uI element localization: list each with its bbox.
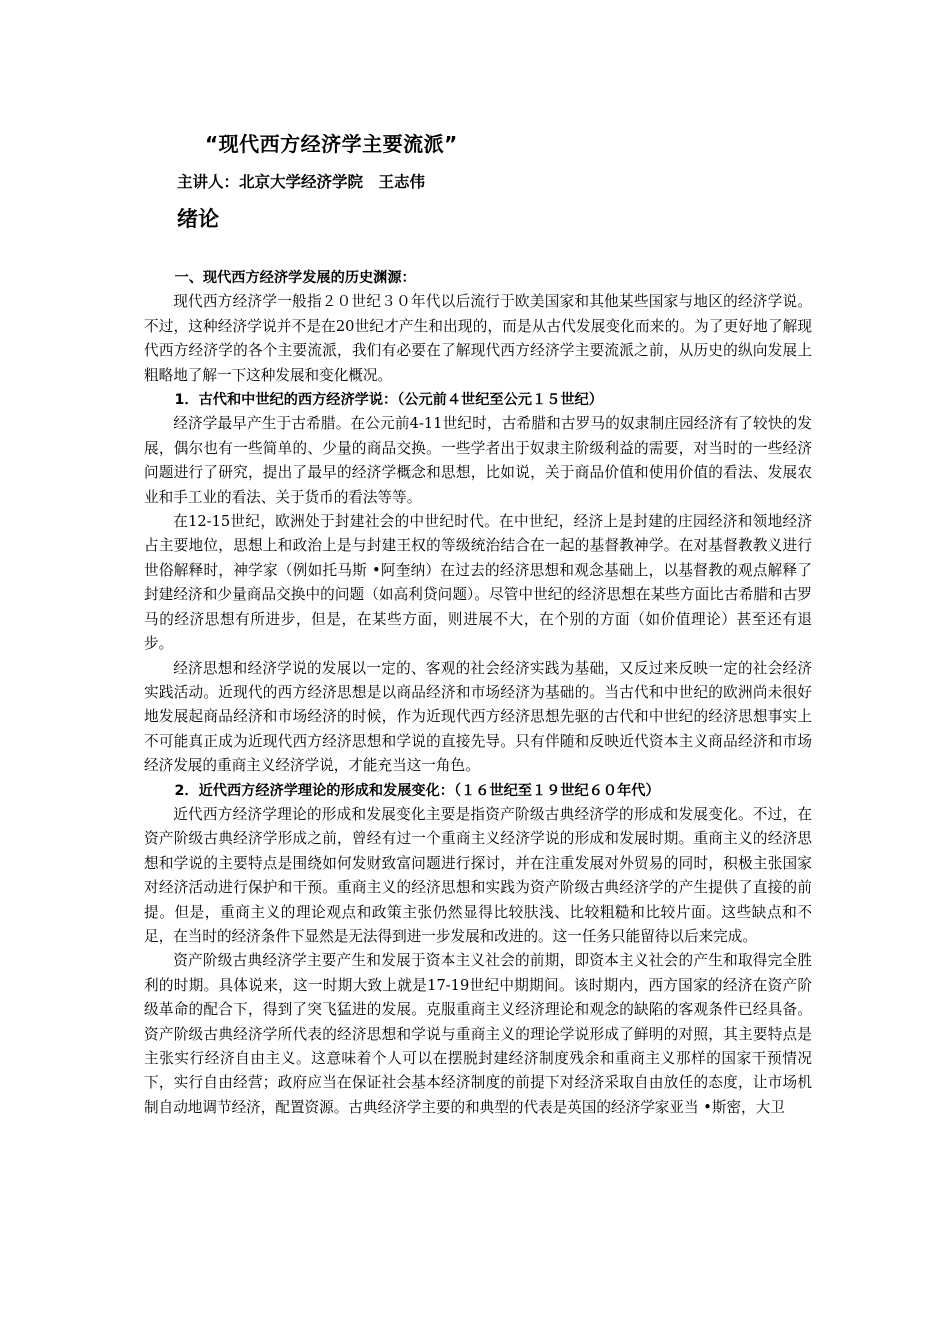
paragraph-middle-ages: 在12-15世纪，欧洲处于封建社会的中世纪时代。在中世纪，经济上是封建的庄园经济和领地经济占主要地位，思想上和政治上是与封建王权的等级统治结合在一起的基督教神学。在对基督教教义进行世俗解释时，神学家（例如托马斯 •阿奎纳）在过去的经济思想和观念基础上，以基督教的观点解释了封建经济和少量商品交换中的问题（如高利贷问题）。尽管中世纪的经济思想在某些方面比古希腊和古罗马的经济思想有所进步，但是，在某些方面，则进展不大，在个别的方面（如价值理论）甚至还有退步。 <box>144 513 812 653</box>
document-body <box>144 266 812 1120</box>
paragraph-mercantilism: 近代西方经济学理论的形成和发展变化主要是指资产阶级古典经济学的形成和发展变化。不过，在资产阶级古典经济学形成之前，曾经有过一个重商主义经济学说的形成和发展时期。重商主义的经济思想和学说的主要特点是围绕如何发财致富问题进行探讨，并在注重发展对外贸易的同时，积极主张国家对经济活动进行保护和干预。重商主义的经济思想和实践为资产阶级古典经济学的产生提供了直接的前提。但是，重商主义的理论观点和政策主张仍然显得比较肤浅、比较粗糙和比较片面。这些缺点和不足，在当时的经济条件下显然是无法得到进一步发展和改进的。这一任务只能留待以后来完成。 <box>144 805 812 945</box>
section-heading-history: 一、现代西方经济学发展的历史渊源： <box>174 270 416 286</box>
subsection-heading-modern: 2．近代西方经济学理论的形成和发展变化：（１６世纪至１９世纪６０年代） <box>174 782 660 799</box>
paragraph-economic-practice: 经济思想和经济学说的发展以一定的、客观的社会经济实践为基础，又反过来反映一定的社会经济实践活动。近现代的西方经济思想是以商品经济和市场经济为基础的。当古代和中世纪的欧洲尚未很好地发展起商品经济和市场经济的时候，作为近现代西方经济思想先驱的古代和中世纪的经济思想事实上不可能真正成为近现代西方经济思想和学说的直接先导。只有伴随和反映近代资本主义商品经济和市场经济发展的重商主义经济学说，才能充当这一角色。 <box>144 659 812 775</box>
paragraph-intro: 现代西方经济学一般指２０世纪３０年代以后流行于欧美国家和其他某些国家与地区的经济学说。不过，这种经济学说并不是在20世纪才产生和出现的，而是从古代发展变化而来的。为了更好地了解现代西方经济学的各个主要流派，我们有必要在了解现代西方经济学主要流派之前，从历史的纵向发展上粗略地了解一下这种发展和变化概况。 <box>144 293 812 384</box>
subsection-heading-ancient: 1．古代和中世纪的西方经济学说：（公元前４世纪至公元１５世纪） <box>174 392 603 409</box>
paragraph-ancient-greece: 经济学最早产生于古希腊。在公元前4-11世纪时，古希腊和古罗马的奴隶制庄园经济有了较快的发展，偶尔也有一些简单的、少量的商品交换。一些学者出于奴隶主阶级利益的需要，对当时的一些经济问题进行了研究，提出了最早的经济学概念和思想，比如说，关于商品价值和使用价值的看法、发展农业和手工业的看法、关于货币的看法等等。 <box>144 415 812 506</box>
chapter-heading: 绪论 <box>177 207 219 231</box>
speaker-line: 主讲人：北京大学经济学院 王志伟 <box>177 173 426 191</box>
document-title: “现代西方经济学主要流派” <box>205 132 458 156</box>
paragraph-classical-economics: 资产阶级古典经济学主要产生和发展于资本主义社会的前期，即资本主义社会的产生和取得完全胜利的时期。具体说来，这一时期大致上就是17-19世纪中期期间。该时期内，西方国家的经济在资产阶级革命的配合下，得到了突飞猛进的发展。克服重商主义经济理论和观念的缺陷的客观条件已经具备。资产阶级古典经济学所代表的经济思想和学说与重商主义的理论学说形成了鲜明的对照，其主要特点是主张实行经济自由主义。这意味着个人可以在摆脱封建经济制度残余和重商主义那样的国家干预情况下，实行自由经营；政府应当在保证社会基本经济制度的前提下对经济采取自由放任的态度，让市场机制自动地调节经济，配置资源。古典经济学主要的和典型的代表是英国的经济学家亚当 •斯密，大卫 <box>144 952 812 1116</box>
